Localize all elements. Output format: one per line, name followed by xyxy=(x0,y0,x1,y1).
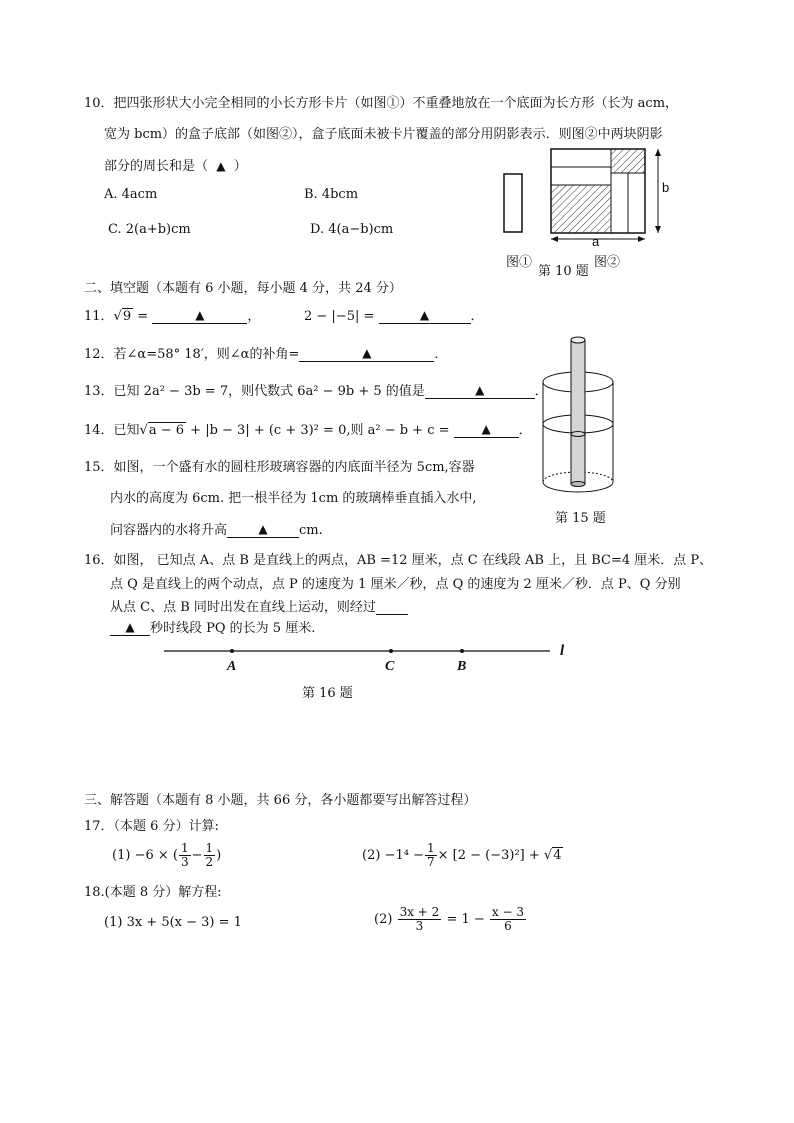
q18-title: 18.(本题 8 分）解方程: xyxy=(84,885,222,900)
q10-fig1-label: 图① xyxy=(506,255,533,270)
q10-label-b: b xyxy=(662,180,670,195)
q12: 12．若∠α=58° 18′，则∠α的补角= ▲ ． xyxy=(84,346,448,362)
point-b-dot xyxy=(460,649,464,653)
q16-line2: 点 Q 是直线上的两个动点，点 P 的速度为 1 厘米／秒，点 Q 的速度为 2 厘米／秒．点 P、Q 分别 xyxy=(110,577,681,592)
q10-option-b: B. 4bcm xyxy=(304,187,359,202)
q15-figure xyxy=(540,336,620,496)
card-rectangle xyxy=(504,174,522,232)
q16-number-line xyxy=(164,645,564,665)
point-a-dot xyxy=(230,649,234,653)
q10-caption: 第 10 题 xyxy=(538,264,589,279)
q11-part2: 2 − |−5| = ▲ ． xyxy=(304,308,484,324)
q15-line2: 内水的高度为 6cm. 把一根半径为 1cm 的玻璃棒垂直插入水中, xyxy=(110,491,477,506)
q18-part1: (1) 3x + 5(x − 3) = 1 xyxy=(104,915,242,930)
q16-line4: ▲ 秒时线段 PQ 的长为 5 厘米. xyxy=(110,617,315,636)
shaded-top-right xyxy=(611,149,645,173)
q10-option-a: A. 4acm xyxy=(104,187,158,202)
q10-option-c: C. 2(a+b)cm xyxy=(108,222,191,237)
q15-line1: 15．如图，一个盛有水的圆柱形玻璃容器的内底面半径为 5cm,容器 xyxy=(84,460,475,475)
q17-part1: (1) −6 × ( $\frac{1}{3}$ − $\frac{1}{2}$ ) xyxy=(112,841,222,869)
q11: 11．√9 = ▲ ， xyxy=(84,308,261,324)
q16-line1: 16．如图， 已知点 A、点 B 是直线上的两点，AB =12 厘米，点 C 在线段 AB 上，且 BC=4 厘米．点 P、 xyxy=(84,553,713,568)
section3-heading: 三、解答题（本题有 8 小题，共 66 分，各小题都要写出解答过程） xyxy=(84,793,477,808)
section2-heading: 二、填空题（本题有 6 小题，每小题 4 分，共 24 分） xyxy=(84,281,402,296)
q10-line2: 宽为 bcm）的盒子底部（如图②），盒子底面未被卡片覆盖的部分用阴影表示．则图②中两块阴影 xyxy=(104,127,663,142)
q15-line3: 问容器内的水将升高 ▲ cm. xyxy=(110,522,323,538)
q10-line3: 部分的周长和是（ ▲ ） xyxy=(104,159,247,174)
q16-line-label: l xyxy=(560,643,565,659)
point-c-dot xyxy=(389,649,393,653)
answer-triangle: ▲ xyxy=(216,159,226,173)
q16-point-b: B xyxy=(457,659,467,674)
q16-caption: 第 16 题 xyxy=(302,686,353,701)
q10-label-a: a xyxy=(592,234,600,249)
q15-caption: 第 15 题 xyxy=(555,511,606,526)
q10-fig2-label: 图② xyxy=(594,255,621,270)
shaded-bottom-left xyxy=(551,185,611,233)
q13: 13．已知 2a² − 3b = 7，则代数式 6a² − 9b + 5 的值是 ▲ ． xyxy=(84,383,548,399)
q10-option-d: D. 4(a−b)cm xyxy=(310,222,394,237)
q10-line1: 10．把四张形状大小完全相同的小长方形卡片（如图①）不重叠地放在一个底面为长方形（长为 acm， xyxy=(84,96,679,111)
q16-line3: 从点 C、点 B 同时出发在直线上运动，则经过 xyxy=(110,596,408,615)
q16-point-a: A xyxy=(227,659,237,674)
q16-point-c: C xyxy=(385,659,395,674)
q17-title: 17．（本题 6 分）计算: xyxy=(84,819,219,834)
glass-rod xyxy=(571,340,585,484)
q18-part2: (2) $\frac{3x + 2}{3}$ = 1 − $\frac{x - 3}{6}$ xyxy=(374,905,524,933)
q14: 14．已知√a − 6 + |b − 3| + (c + 3)² = 0,则 a² − b + c = ▲ ． xyxy=(84,422,532,438)
q17-part2: (2) −1⁴ − $\frac{1}{7}$ × [2 − (−3)²] + √4 xyxy=(362,841,562,869)
